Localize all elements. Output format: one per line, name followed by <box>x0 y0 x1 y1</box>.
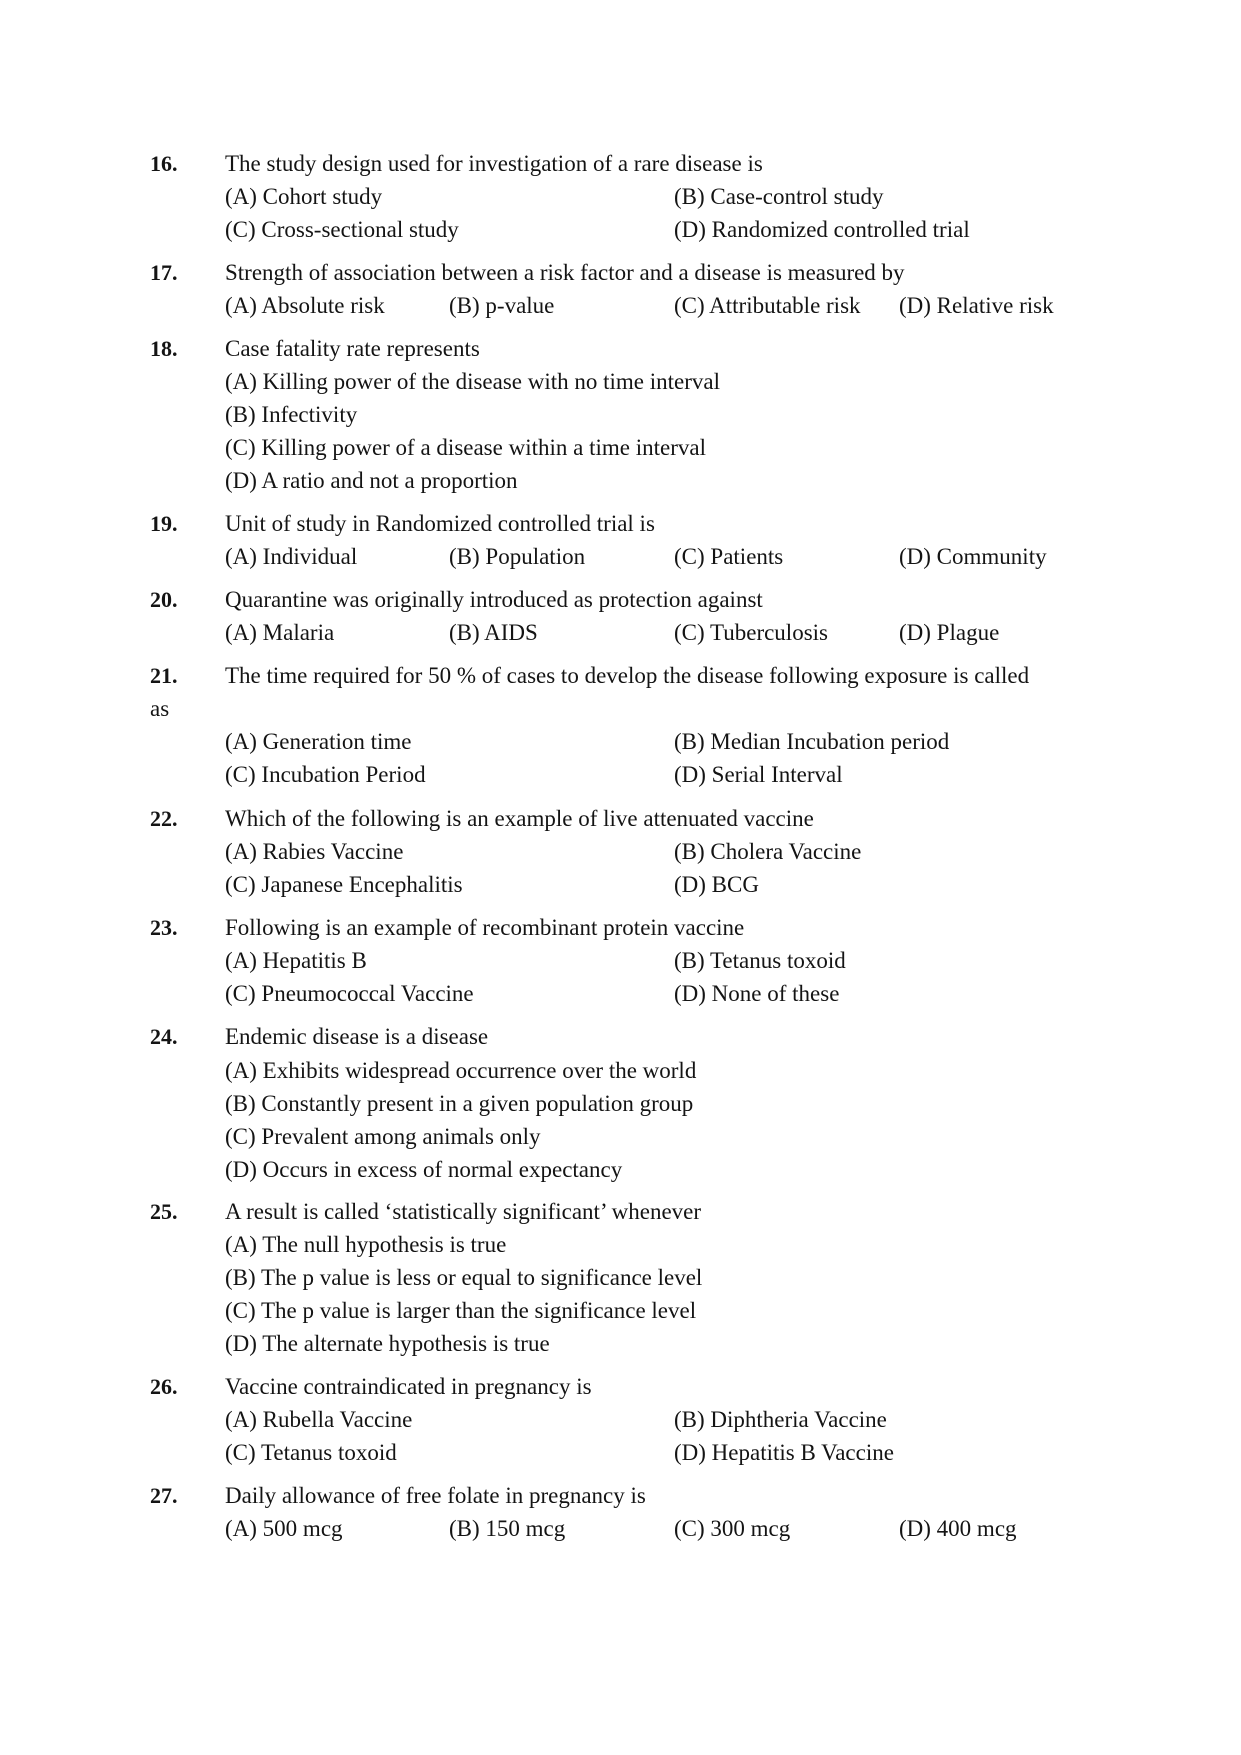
option-d: (D) Randomized controlled trial <box>674 217 970 242</box>
option-d: (D) Community <box>899 544 1047 569</box>
question-number: 27. <box>150 1483 178 1508</box>
question-text: Strength of association between a risk factor and a disease is measured by <box>225 260 905 285</box>
option-a: (A) Rabies Vaccine <box>225 839 404 864</box>
option-b: (B) Diphtheria Vaccine <box>674 1407 887 1432</box>
option-b: (B) Population <box>449 544 586 569</box>
option-b: (B) Median Incubation period <box>674 729 950 754</box>
option-c: (C) Attributable risk <box>674 293 861 318</box>
option-d: (D) Hepatitis B Vaccine <box>674 1440 894 1465</box>
option-b: (B) The p value is less or equal to significance level <box>225 1265 703 1290</box>
option-b: (B) Tetanus toxoid <box>674 948 846 973</box>
option-b: (B) p-value <box>449 293 555 318</box>
question-text: Which of the following is an example of live attenuated vaccine <box>225 806 814 831</box>
option-a: (A) Malaria <box>225 620 335 645</box>
option-c: (C) Prevalent among animals only <box>225 1124 541 1149</box>
question-text: The study design used for investigation of a rare disease is <box>225 151 763 176</box>
question-text-continued: as <box>150 696 170 721</box>
question-text: Quarantine was originally introduced as protection against <box>225 587 763 612</box>
option-a: (A) Generation time <box>225 729 412 754</box>
option-a: (A) Rubella Vaccine <box>225 1407 413 1432</box>
question-number: 17. <box>150 260 178 285</box>
option-d: (D) Serial Interval <box>674 762 843 787</box>
question-number: 22. <box>150 806 178 831</box>
option-d: (D) A ratio and not a proportion <box>225 468 518 493</box>
option-a: (A) The null hypothesis is true <box>225 1232 507 1257</box>
option-c: (C) Tuberculosis <box>674 620 828 645</box>
option-d: (D) None of these <box>674 981 840 1006</box>
question-number: 23. <box>150 915 178 940</box>
option-a: (A) Cohort study <box>225 184 383 209</box>
question-number: 18. <box>150 336 178 361</box>
option-a: (A) Absolute risk <box>225 293 385 318</box>
option-d: (D) Relative risk <box>899 293 1054 318</box>
question-number: 20. <box>150 587 178 612</box>
question-text: Unit of study in Randomized controlled trial is <box>225 511 655 536</box>
option-c: (C) Patients <box>674 544 784 569</box>
option-c: (C) Japanese Encephalitis <box>225 872 463 897</box>
option-c: (C) Pneumococcal Vaccine <box>225 981 474 1006</box>
option-b: (B) 150 mcg <box>449 1516 566 1541</box>
question-text: Case fatality rate represents <box>225 336 480 361</box>
option-b: (B) Infectivity <box>225 402 358 427</box>
option-c: (C) The p value is larger than the significance level <box>225 1298 697 1323</box>
option-b: (B) Constantly present in a given population group <box>225 1091 694 1116</box>
option-c: (C) Tetanus toxoid <box>225 1440 397 1465</box>
option-a: (A) Exhibits widespread occurrence over the world <box>225 1058 697 1083</box>
question-number: 16. <box>150 151 178 176</box>
option-a: (A) Killing power of the disease with no time interval <box>225 369 721 394</box>
question-number: 19. <box>150 511 178 536</box>
question-text: The time required for 50 % of cases to develop the disease following exposure is called <box>225 663 1030 688</box>
option-c: (C) Incubation Period <box>225 762 426 787</box>
option-d: (D) Occurs in excess of normal expectancy <box>225 1157 623 1182</box>
question-text: Vaccine contraindicated in pregnancy is <box>225 1374 592 1399</box>
option-a: (A) 500 mcg <box>225 1516 343 1541</box>
question-text: Daily allowance of free folate in pregnancy is <box>225 1483 646 1508</box>
question-number: 25. <box>150 1199 178 1224</box>
option-c: (C) Killing power of a disease within a time interval <box>225 435 706 460</box>
option-b: (B) Case-control study <box>674 184 884 209</box>
question-number: 26. <box>150 1374 178 1399</box>
option-b: (B) AIDS <box>449 620 538 645</box>
option-c: (C) Cross-sectional study <box>225 217 459 242</box>
option-b: (B) Cholera Vaccine <box>674 839 862 864</box>
option-d: (D) 400 mcg <box>899 1516 1017 1541</box>
question-number: 24. <box>150 1024 178 1049</box>
option-a: (A) Hepatitis B <box>225 948 367 973</box>
question-text: Endemic disease is a disease <box>225 1024 489 1049</box>
option-c: (C) 300 mcg <box>674 1516 791 1541</box>
option-d: (D) Plague <box>899 620 1000 645</box>
option-d: (D) The alternate hypothesis is true <box>225 1331 550 1356</box>
option-a: (A) Individual <box>225 544 358 569</box>
option-d: (D) BCG <box>674 872 759 897</box>
question-text: A result is called ‘statistically significant’ whenever <box>225 1199 702 1224</box>
question-number: 21. <box>150 663 178 688</box>
question-text: Following is an example of recombinant protein vaccine <box>225 915 745 940</box>
